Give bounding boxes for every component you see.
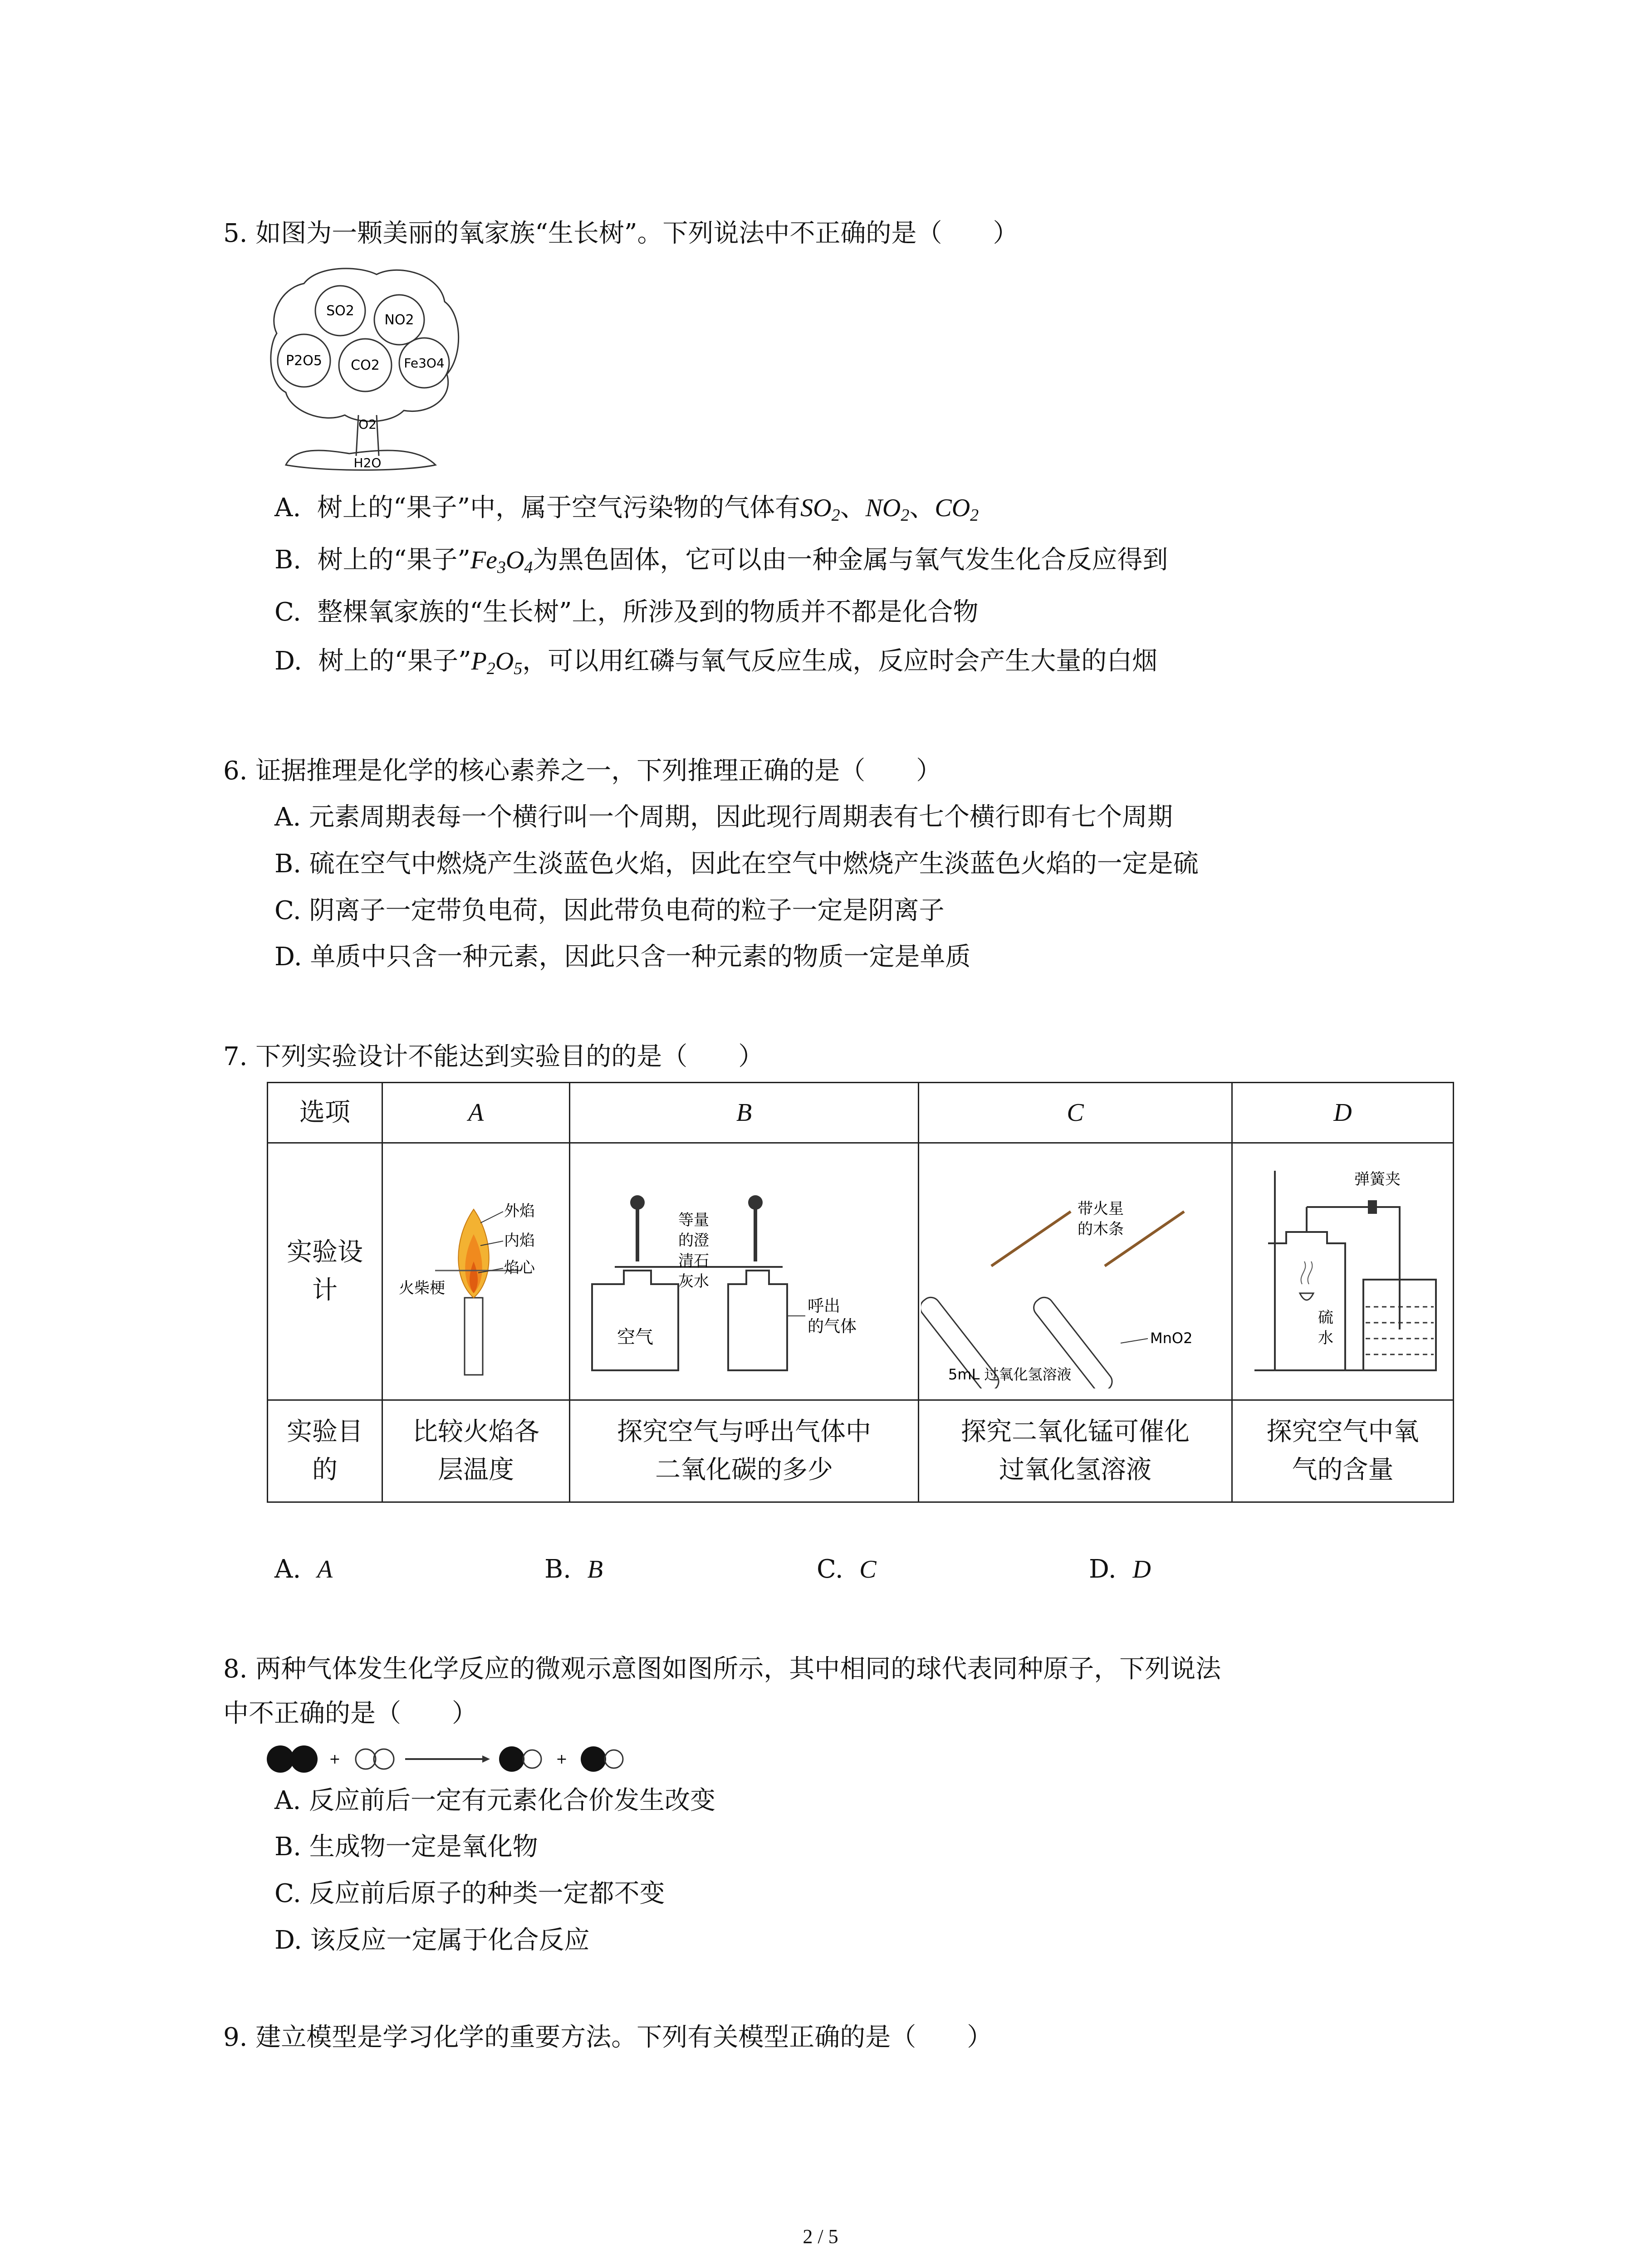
label-exhaled-2: 的气体 xyxy=(808,1317,857,1336)
table-header-c: C xyxy=(919,1083,1232,1143)
q7-answer-b[interactable]: B. B xyxy=(544,1554,603,1584)
label-mno2: MnO2 xyxy=(1150,1330,1193,1347)
q8-option-b[interactable]: B. 生成物一定是氧化物 xyxy=(274,1832,538,1862)
fruit-p2o5: P2O5 xyxy=(286,353,322,369)
label-dropper-3: 清石 xyxy=(678,1252,709,1270)
figure-b-cell xyxy=(570,1143,919,1400)
figure-d-cell xyxy=(1232,1143,1454,1400)
q7-answer-c[interactable]: C. C xyxy=(817,1554,877,1584)
label-glowing-splint-1: 带火星 xyxy=(1078,1200,1124,1218)
limewater-bottles-figure xyxy=(574,1144,914,1388)
goal-a: 比较火焰各 层温度 xyxy=(382,1400,570,1502)
table-header-a: A xyxy=(382,1083,570,1143)
fruit-no2: NO2 xyxy=(384,312,414,328)
goal-c: 探究二氧化锰可催化 过氧化氢溶液 xyxy=(919,1400,1232,1502)
candle-flame-figure xyxy=(385,1144,567,1388)
label-h2o2-solution: 5mL 过氧化氢溶液 xyxy=(948,1366,1072,1383)
q6-option-d[interactable]: D. 单质中只含一种元素，因此只含一种元素的物质一定是单质 xyxy=(274,942,971,972)
label-dropper-4: 灰水 xyxy=(678,1272,709,1290)
label-inner-flame: 内焰 xyxy=(504,1232,535,1250)
row-label-goal: 实验目 的 xyxy=(268,1400,382,1502)
label-glowing-splint-2: 的木条 xyxy=(1078,1220,1124,1238)
label-flame-core: 焰心 xyxy=(504,1259,535,1277)
q6-option-c[interactable]: C. 阴离子一定带负电荷，因此带负电荷的粒子一定是阴离子 xyxy=(274,896,945,925)
row-label-design: 实验设 计 xyxy=(268,1143,382,1400)
goal-d: 探究空气中氧 气的含量 xyxy=(1232,1400,1454,1502)
plus-sign-2: + xyxy=(556,1751,568,1767)
q9-stem: 9. 建立模型是学习化学的重要方法。下列有关模型正确的是（ ） xyxy=(223,2023,993,2052)
label-air: 空气 xyxy=(617,1327,653,1348)
oxygen-content-apparatus-figure xyxy=(1236,1144,1450,1388)
table-header-option: 选项 xyxy=(268,1083,382,1143)
q5-option-d[interactable]: D. 树上的“果子$”P_2O_5$，可以用红磷与氧气反应生成，反应时会产生大量的白烟 xyxy=(274,646,1158,678)
q7-answer-a[interactable]: A. A xyxy=(274,1554,333,1584)
q5-option-a[interactable]: A. 树上的“果子”中，属于空气污染物的气体有$SO_2$、$NO_2$、$CO_2$ xyxy=(274,493,979,525)
figure-a-cell xyxy=(382,1143,570,1400)
q6-option-b[interactable]: B. 硫在空气中燃烧产生淡蓝色火焰，因此在空气中燃烧产生淡蓝色火焰的一定是硫 xyxy=(274,849,1199,879)
q8-option-a[interactable]: A. 反应前后一定有元素化合价发生改变 xyxy=(274,1786,716,1815)
q6-option-a[interactable]: A. 元素周期表每一个横行叫一个周期，因此现行周期表有七个横行即有七个周期 xyxy=(274,802,1173,832)
q7-stem: 7. 下列实验设计不能达到实验目的的是（ ） xyxy=(223,1042,764,1071)
trunk-o2: O2 xyxy=(358,417,377,432)
oxygen-family-tree-figure xyxy=(268,265,463,474)
label-matchstick: 火柴梗 xyxy=(399,1279,445,1297)
label-spring-clamp: 弹簧夹 xyxy=(1354,1170,1401,1188)
label-outer-flame: 外焰 xyxy=(504,1202,535,1220)
q7-answer-d[interactable]: D. D xyxy=(1089,1554,1151,1584)
label-water: 水 xyxy=(1318,1329,1333,1347)
q5-option-b[interactable]: B. 树上的“果子$”Fe_3O_4$为黑色固体，它可以由一种金属与氧气发生化合反应得到 xyxy=(274,545,1168,577)
fruit-fe3o4: Fe3O4 xyxy=(404,356,445,371)
q8-option-d[interactable]: D. 该反应一定属于化合反应 xyxy=(274,1926,590,1955)
table-header-d: D xyxy=(1232,1083,1454,1143)
q5-option-c[interactable]: C. 整棵氧家族的“生长树”上，所涉及到的物质并不都是化合物 xyxy=(274,597,979,627)
page-number: 2 / 5 xyxy=(803,2225,838,2248)
q8-option-c[interactable]: C. 反应前后原子的种类一定都不变 xyxy=(274,1879,665,1908)
q7-experiment-table xyxy=(267,1082,1454,1503)
q6-stem: 6. 证据推理是化学的核心素养之一，下列推理正确的是（ ） xyxy=(223,756,942,786)
goal-b: 探究空气与呼出气体中 二氧化碳的多少 xyxy=(570,1400,919,1502)
root-h2o: H2O xyxy=(353,455,382,470)
fruit-co2: CO2 xyxy=(351,357,380,373)
figure-c-cell xyxy=(919,1143,1232,1400)
label-dropper-1: 等量 xyxy=(678,1211,709,1229)
q8-stem-line1: 8. 两种气体发生化学反应的微观示意图如图所示，其中相同的球代表同种原子，下列说法 xyxy=(223,1654,1221,1684)
table-header-b: B xyxy=(570,1083,919,1143)
label-dropper-2: 的澄 xyxy=(678,1232,709,1250)
test-tubes-figure xyxy=(921,1144,1230,1388)
q8-stem-line2: 中不正确的是（ ） xyxy=(223,1699,477,1728)
label-sulfur: 硫 xyxy=(1318,1309,1333,1327)
label-exhaled-1: 呼出 xyxy=(808,1297,841,1315)
plus-sign-1: + xyxy=(329,1751,341,1767)
reaction-micro-diagram xyxy=(267,1741,657,1777)
q5-stem: 5. 如图为一颗美丽的氧家族“生长树”。下列说法中不正确的是（ ） xyxy=(223,219,1019,248)
fruit-so2: SO2 xyxy=(326,303,354,319)
